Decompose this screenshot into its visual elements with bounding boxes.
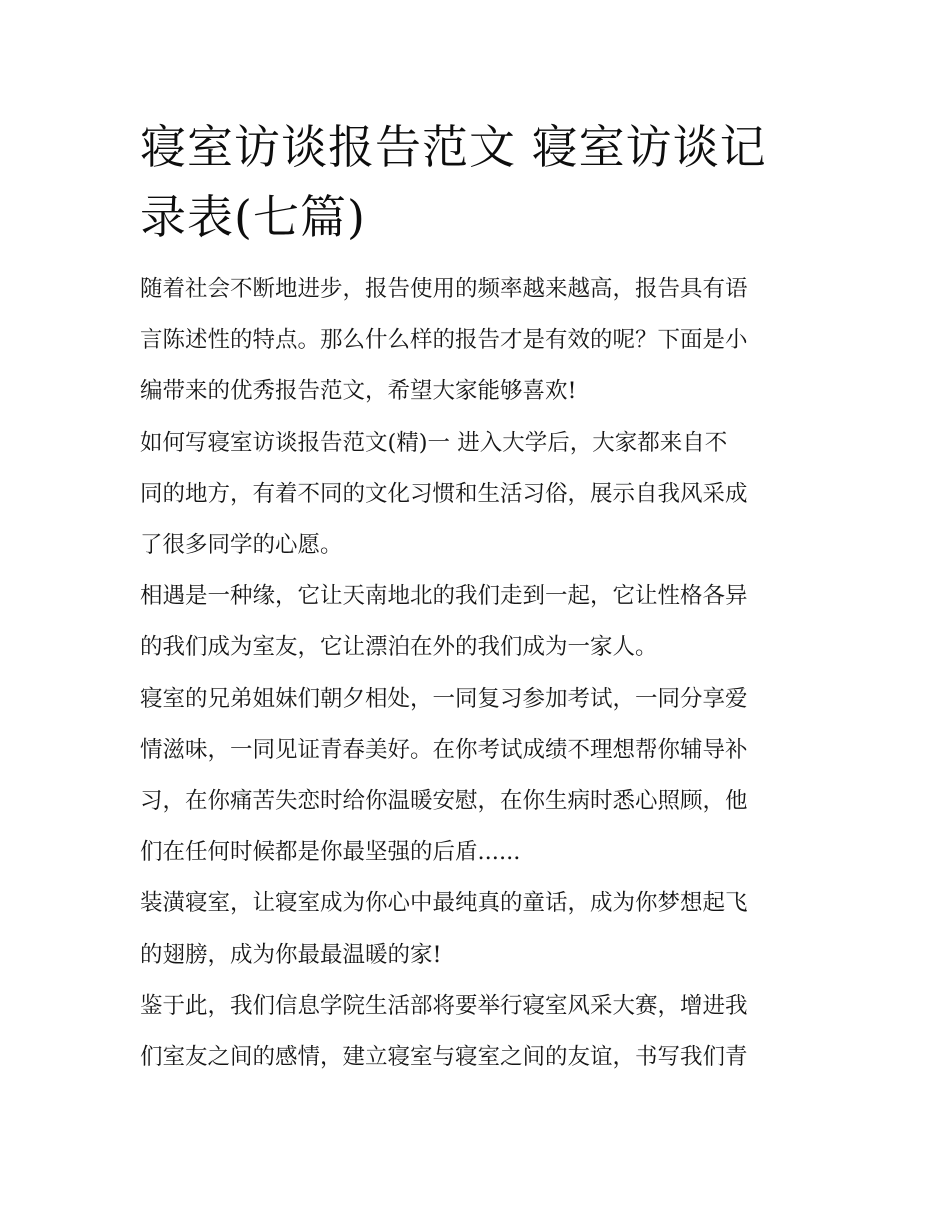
paragraph-fate	[140, 571, 820, 673]
paragraph-how-to-write	[140, 418, 820, 572]
text-line: 鉴于此，我们信息学院生活部将要举行寝室风采大赛，增进我	[140, 992, 748, 1019]
paragraph-contest	[140, 981, 820, 1083]
text-line: 的翅膀，成为你最最温暖的家!	[140, 941, 442, 968]
text-line: 如何写寝室访谈报告范文(精)一 进入大学后，大家都来自不	[140, 429, 728, 456]
text-line: 言陈述性的特点。那么什么样的报告才是有效的呢？下面是小	[140, 327, 748, 354]
text-line: 们室友之间的感情，建立寝室与寝室之间的友谊，书写我们青	[140, 1044, 748, 1071]
paragraph-intro	[140, 264, 820, 418]
title-line: 寝室访谈报告范文 寝室访谈记	[140, 120, 767, 174]
text-line: 编带来的优秀报告范文，希望大家能够喜欢!	[140, 378, 577, 405]
text-line: 们在任何时候都是你最坚强的后盾......	[140, 839, 521, 866]
text-line: 装潢寝室，让寝室成为你心中最纯真的童话，成为你梦想起飞	[140, 890, 748, 917]
title-line: 录表(七篇)	[140, 190, 366, 244]
document-body	[140, 264, 820, 1083]
text-line: 寝室的兄弟姐妹们朝夕相处，一同复习参加考试，一同分享爱	[140, 685, 748, 712]
document-title	[140, 112, 820, 252]
text-line: 相遇是一种缘，它让天南地北的我们走到一起，它让性格各异	[140, 583, 748, 610]
paragraph-decorate	[140, 878, 820, 980]
text-line: 了很多同学的心愿。	[140, 532, 343, 559]
paragraph-roommates	[140, 674, 820, 879]
text-line: 习，在你痛苦失恋时给你温暖安慰，在你生病时悉心照顾，他	[140, 788, 748, 815]
document-content	[140, 112, 820, 1083]
text-line: 随着社会不断地进步，报告使用的频率越来越高，报告具有语	[140, 276, 748, 302]
text-line: 情滋味，一同见证青春美好。在你考试成绩不理想帮你辅导补	[140, 736, 748, 763]
text-line: 同的地方，有着不同的文化习惯和生活习俗，展示自我风采成	[140, 480, 748, 507]
text-line: 的我们成为室友，它让漂泊在外的我们成为一家人。	[140, 634, 658, 661]
